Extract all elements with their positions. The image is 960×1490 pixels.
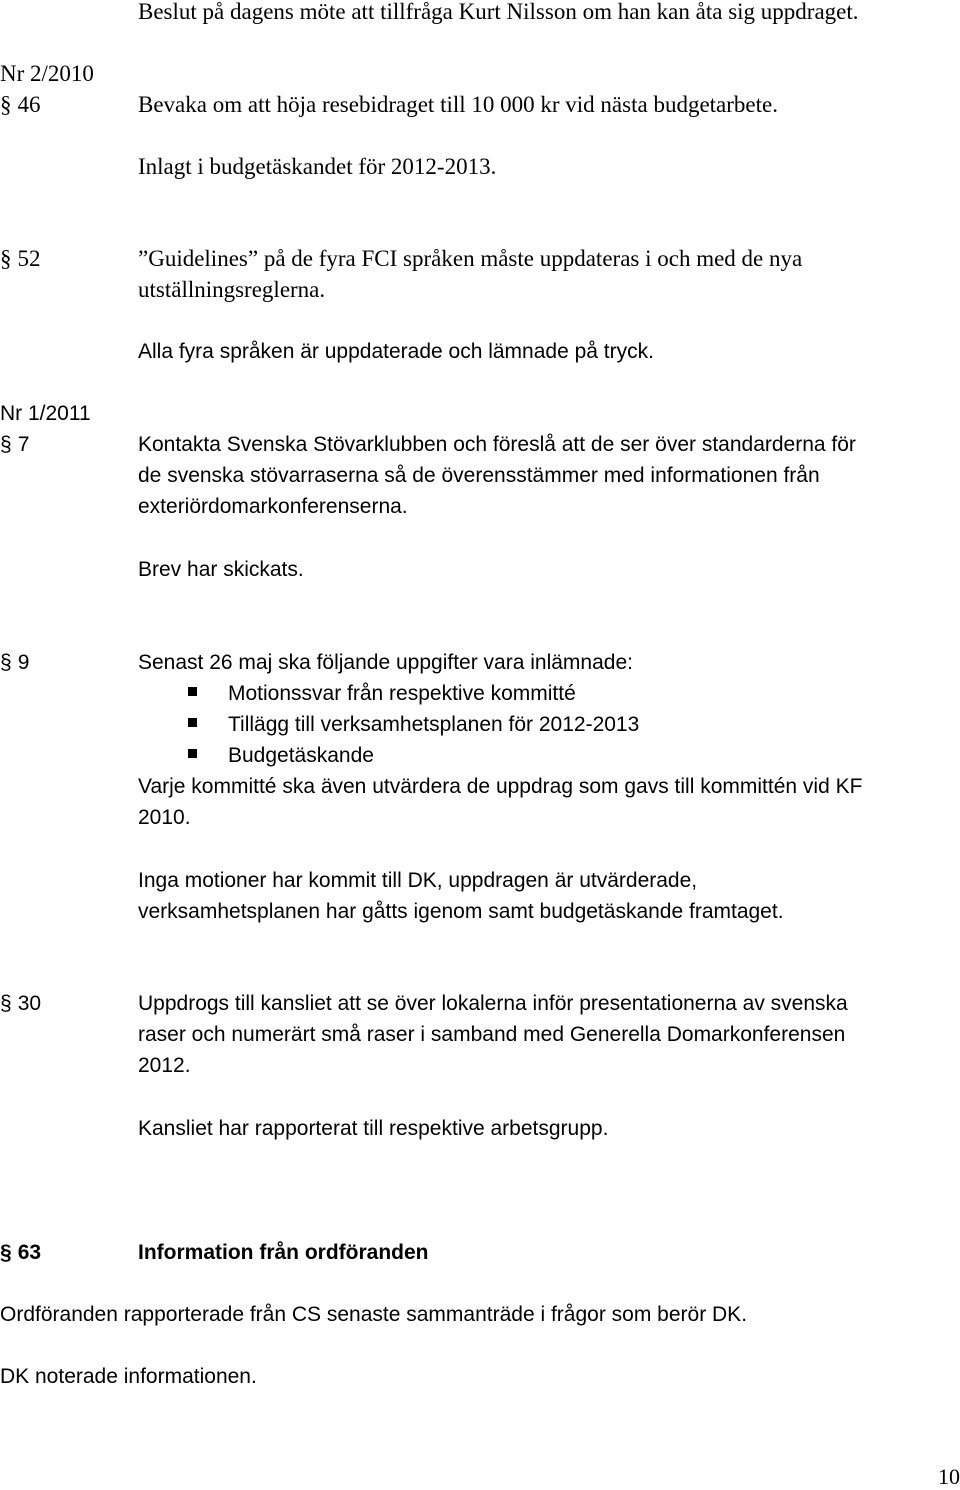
item-text: Bevaka om att höja resebidraget till 10 000 kr vid nästa budgetarbete. xyxy=(138,92,778,117)
bullet-square-icon xyxy=(188,718,197,727)
page-number: 10 xyxy=(938,1464,960,1489)
list-item: Budgetäskande xyxy=(228,744,374,767)
item-text: Varje kommitté ska även utvärdera de uppdrag som gavs till kommittén vid KF 2010. xyxy=(138,775,863,829)
section-number: § 63 xyxy=(0,1241,42,1264)
section-sign-icon: § xyxy=(0,1241,12,1264)
item-note: Brev har skickats. xyxy=(138,558,304,581)
section-number: § 46 xyxy=(0,92,41,117)
section-number: § 30 xyxy=(0,992,42,1015)
section-number: § 52 xyxy=(0,246,41,271)
meeting-heading: Nr 1/2011 xyxy=(0,402,91,425)
bullet-square-icon xyxy=(188,749,197,758)
item-text: Ordföranden rapporterade från CS senaste sammanträde i frågor som berör DK. xyxy=(0,1303,748,1326)
item-note: DK noterade informationen. xyxy=(0,1365,257,1388)
decision-line: Beslut på dagens möte att tillfråga Kurt Nilsson om han kan åta sig uppdraget. xyxy=(138,0,859,24)
item-note: Alla fyra språken är uppdaterade och lämnade på tryck. xyxy=(138,340,654,363)
list-item: Tillägg till verksamhetsplanen för 2012-2013 xyxy=(228,713,640,736)
item-text: ”Guidelines” på de fyra FCI språken måste uppdateras i och med de nya utställningsreglerna. xyxy=(138,246,803,302)
meeting-heading: Nr 2/2010 xyxy=(0,61,94,86)
section-sign-icon: § xyxy=(0,92,12,117)
list-item: Motionssvar från respektive kommitté xyxy=(228,682,576,705)
bullet-square-icon xyxy=(188,687,197,696)
item-note: Kansliet har rapporterat till respektive arbetsgrupp. xyxy=(138,1117,609,1140)
item-text: Uppdrogs till kansliet att se över lokalerna inför presentationerna av svenska raser och numerärt små raser i samband med Generella Domarkonferensen 2012. xyxy=(138,992,848,1077)
item-note: Inlagt i budgetäskandet för 2012-2013. xyxy=(138,154,497,179)
section-title: Information från ordföranden xyxy=(138,1241,429,1264)
item-note: Inga motioner har kommit till DK, uppdragen är utvärderade, verksamhetsplanen har gåtts igenom samt budgetäskande framtaget. xyxy=(138,869,784,923)
section-number: § 9 xyxy=(0,651,30,674)
item-intro: Senast 26 maj ska följande uppgifter vara inlämnade: xyxy=(138,651,633,674)
section-sign-icon: § xyxy=(0,433,12,456)
section-sign-icon: § xyxy=(0,651,12,674)
section-number: § 7 xyxy=(0,433,30,456)
section-sign-icon: § xyxy=(0,246,12,271)
item-text: Kontakta Svenska Stövarklubben och föreslå att de ser över standarderna för de svenska stövarraserna så de överensstämmer med informationen från exteriördomarkonferenserna. xyxy=(138,433,856,518)
section-sign-icon: § xyxy=(0,992,12,1015)
